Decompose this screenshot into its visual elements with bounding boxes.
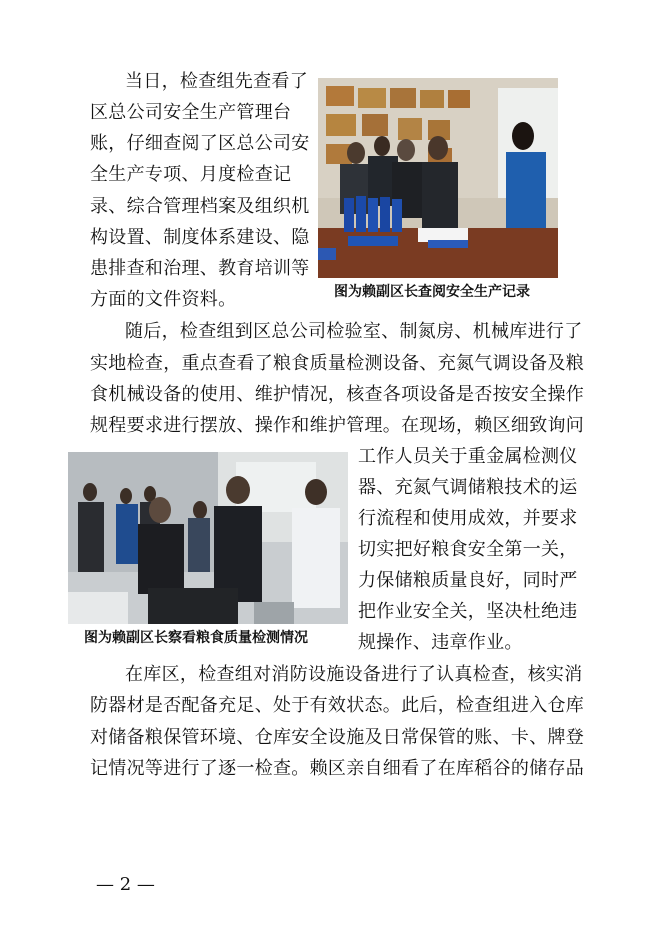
para1-line-4: 全生产专项、月度检查记 [90, 164, 292, 185]
para3-line-2: 防器材是否配备充足、处于有效状态。此后，检查组进入仓库 [90, 695, 585, 716]
para3-line-4: 记情况等进行了逐一检查。赖区亲自细看了在库稻谷的储存品 [90, 758, 585, 779]
para2-line-4: 规程要求进行摆放、操作和维护管理。在现场，赖区细致询问 [90, 415, 585, 436]
para1-line-5: 录、综合管理档案及组织机 [90, 196, 310, 217]
page-number: — 2 — [96, 874, 155, 895]
para2-line-9: 力保储粮质量良好，同时严 [358, 570, 578, 591]
para1-line-3: 账，仔细查阅了区总公司安 [90, 133, 310, 154]
para3-line-1: 在库区，检查组对消防设施设备进行了认真检查，核实消 [125, 664, 583, 685]
para1-line-8: 方面的文件资料。 [90, 289, 237, 310]
para2-line-5: 工作人员关于重金属检测仪 [358, 446, 578, 467]
para2-line-7: 行流程和使用成效，并要求 [358, 508, 578, 529]
para2-line-6: 器、充氮气调储粮技术的运 [358, 477, 578, 498]
para2-line-2: 实地检查，重点查看了粮食质量检测设备、充氮气调设备及粮 [90, 353, 585, 374]
para2-line-3: 食机械设备的使用、维护情况，核查各项设备是否按安全操作 [90, 384, 585, 405]
figure2-caption: 图为赖副区长察看粮食质量检测情况 [84, 630, 308, 646]
figure1-caption: 图为赖副区长查阅安全生产记录 [334, 284, 530, 300]
para2-line-1: 随后，检查组到区总公司检验室、制氮房、机械库进行了 [125, 321, 583, 342]
para1-line-1: 当日，检查组先查看了 [125, 71, 308, 92]
photo-inspection-records [318, 78, 558, 278]
photo-quality-testing [68, 452, 348, 624]
para2-line-8: 切实把好粮食安全第一关， [358, 539, 578, 560]
para3-line-3: 对储备粮保管环境、仓库安全设施及日常保管的账、卡、牌登 [90, 727, 585, 748]
para1-line-7: 患排查和治理、教育培训等 [90, 258, 310, 279]
para1-line-6: 构设置、制度体系建设、隐 [90, 227, 310, 248]
para2-line-11: 规操作、违章作业。 [358, 632, 523, 653]
para1-line-2: 区总公司安全生产管理台 [90, 102, 292, 123]
para2-line-10: 把作业安全关，坚决杜绝违 [358, 601, 578, 622]
